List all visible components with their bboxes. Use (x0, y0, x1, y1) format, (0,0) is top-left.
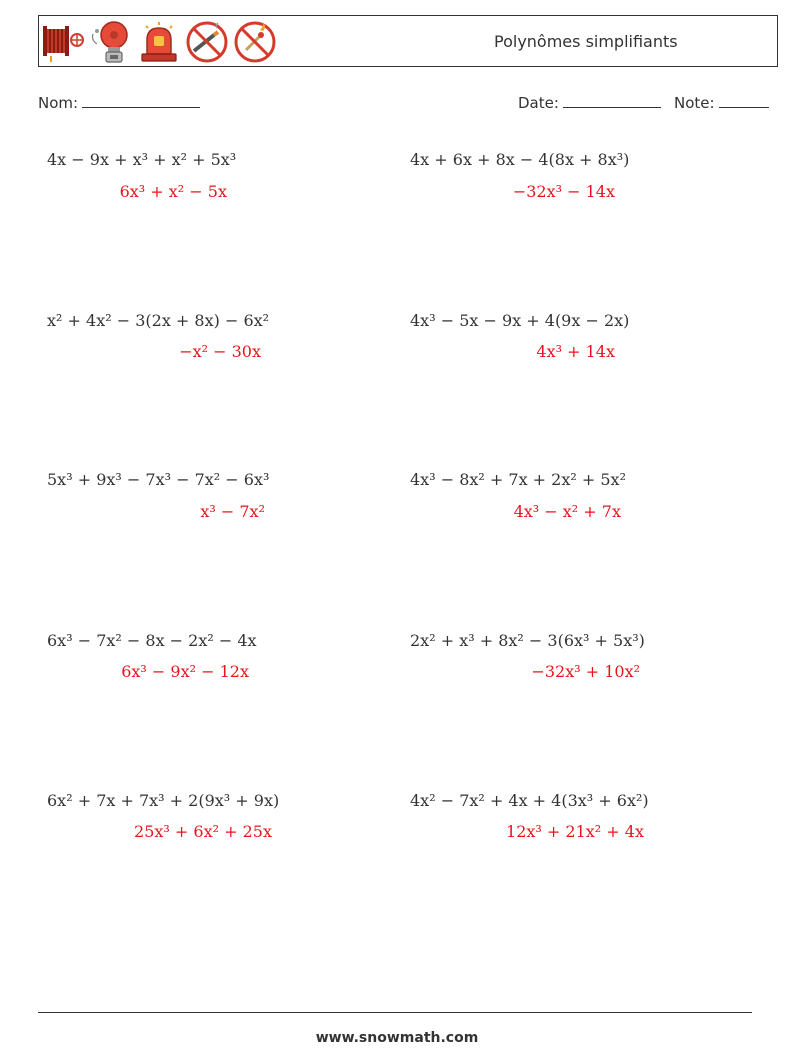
header-box (38, 15, 778, 67)
siren-light-icon (137, 20, 181, 64)
problem-1-question: 4x − 9x + x³ + x² + 5x³ (47, 150, 237, 169)
name-label: Nom: (38, 94, 79, 112)
problem-6-question: 4x³ − 8x² + 7x + 2x² + 5x² (410, 470, 626, 489)
problem-5-question: 5x³ + 9x³ − 7x³ − 7x² − 6x³ (47, 470, 270, 489)
problem-5-answer: x³ − 7x² (200, 502, 265, 521)
problem-2-answer: −32x³ − 14x (512, 182, 615, 201)
fire-hose-reel-icon (41, 20, 85, 64)
problem-3-question: x² + 4x² − 3(2x + 8x) − 6x² (47, 311, 270, 330)
fire-alarm-bell-icon (89, 20, 133, 64)
problem-1-answer: 6x³ + x² − 5x (119, 182, 227, 201)
footer-rule (38, 1012, 752, 1013)
footer-site: www.snowmath.com (315, 1030, 479, 1046)
problem-4-question: 4x³ − 5x − 9x + 4(9x − 2x) (410, 311, 630, 330)
date-field (518, 93, 661, 112)
problem-8-question: 2x² + x³ + 8x² − 3(6x³ + 5x³) (410, 631, 645, 650)
grade-field (674, 93, 769, 112)
problem-10-answer: 12x³ + 21x² + 4x (506, 822, 644, 841)
no-matches-icon (233, 20, 277, 64)
problem-6-answer: 4x³ − x² + 7x (513, 502, 621, 521)
icon-strip (41, 19, 277, 65)
problem-7-answer: 6x³ − 9x² − 12x (121, 662, 249, 681)
grade-line (719, 93, 769, 108)
grade-label: Note: (674, 94, 715, 112)
name-field (38, 93, 200, 112)
problem-10-question: 4x² − 7x² + 4x + 4(3x³ + 6x²) (410, 791, 649, 810)
problem-2-question: 4x + 6x + 8x − 4(8x + 8x³) (410, 150, 630, 169)
problem-3-answer: −x² − 30x (179, 342, 261, 361)
problem-9-question: 6x² + 7x + 7x³ + 2(9x³ + 9x) (47, 791, 280, 810)
worksheet-title: Polynômes simplifiants (494, 32, 678, 51)
name-line (82, 93, 200, 108)
no-smoking-icon (185, 20, 229, 64)
problem-9-answer: 25x³ + 6x² + 25x (134, 822, 272, 841)
problem-4-answer: 4x³ + 14x (536, 342, 615, 361)
date-line (563, 93, 661, 108)
problem-7-question: 6x³ − 7x² − 8x − 2x² − 4x (47, 631, 257, 650)
date-label: Date: (518, 94, 559, 112)
problem-8-answer: −32x³ + 10x² (531, 662, 640, 681)
